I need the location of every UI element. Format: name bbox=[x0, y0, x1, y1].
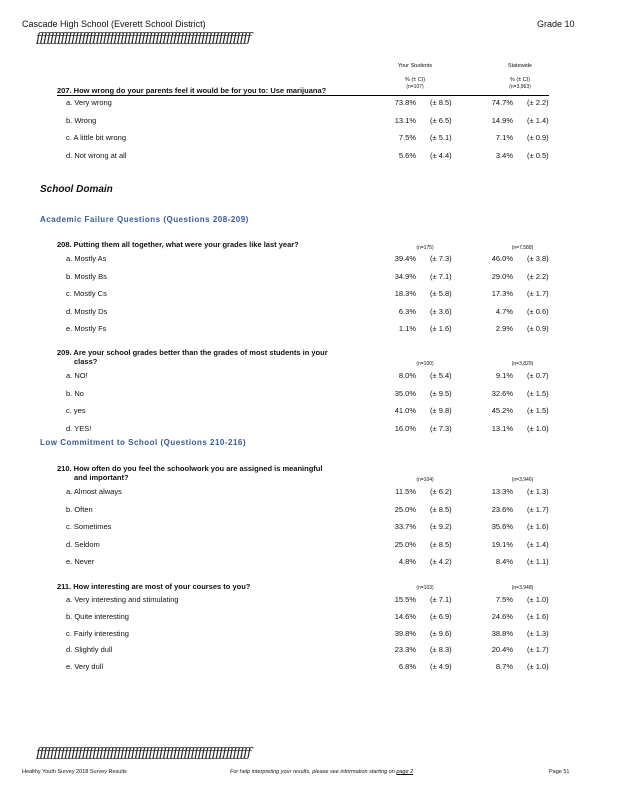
q208-local-pct: 39.4% bbox=[394, 254, 416, 263]
q211-state-ci: (± 1.0) bbox=[527, 662, 549, 672]
q208-option-label: d. Mostly Ds bbox=[66, 306, 108, 316]
q209-state-pct: 9.1% bbox=[495, 371, 513, 380]
q211-local-ci: (± 6.9) bbox=[430, 611, 452, 621]
q211-local-ci: (± 7.1) bbox=[430, 595, 452, 604]
header-rule: ƒƒƒƒƒƒƒƒƒƒƒƒƒƒƒƒƒƒƒƒƒƒƒƒƒƒƒƒƒƒƒƒƒƒƒƒƒƒƒƒƒƒƒƒƒƒƒƒƒƒƒƒƒƒƒƒƒƒƒƒƒ bbox=[36, 31, 251, 46]
q208-option-label: a. Mostly As bbox=[66, 254, 107, 263]
q210-state-pct: 8.4% bbox=[495, 557, 513, 566]
q207-option-label: a. Very wrong bbox=[66, 98, 112, 107]
q210-option-label: d. Seldom bbox=[66, 539, 100, 549]
q208-local-ci: (± 7.1) bbox=[430, 271, 452, 281]
q211-option-label: c. Fairly interesting bbox=[66, 628, 129, 638]
school-header: Cascade High School (Everett School District) bbox=[22, 19, 206, 29]
q207-local-ci: (± 8.5) bbox=[430, 98, 452, 107]
q210-option-label: e. Never bbox=[66, 557, 95, 566]
q211-n-state: (n=3,948) bbox=[511, 585, 534, 591]
q210-state-ci: (± 1.3) bbox=[527, 487, 549, 496]
q208-local-pct: 18.3% bbox=[394, 289, 416, 298]
q208-option-label: e. Mostly Fs bbox=[66, 324, 107, 333]
q208-local-ci: (± 1.6) bbox=[430, 324, 452, 333]
q208-option-label: b. Mostly Bs bbox=[66, 271, 107, 281]
q209-option-label: b. No bbox=[66, 388, 84, 398]
q207-state-pct: 7.1% bbox=[495, 133, 513, 142]
q208-local-pct: 6.3% bbox=[398, 306, 416, 316]
q208-local-ci: (± 5.8) bbox=[430, 289, 452, 298]
q209-local-ci: (± 9.5) bbox=[430, 388, 452, 398]
q207-question: 207. How wrong do your parents feel it would be for you to: Use marijuana? bbox=[57, 86, 327, 95]
q207-option-label: c. A little bit wrong bbox=[66, 133, 127, 142]
q207-local-pct: 73.8% bbox=[394, 98, 416, 107]
q211-local-ci: (± 4.9) bbox=[430, 662, 452, 672]
q209-local-pct: 16.0% bbox=[394, 423, 416, 433]
footer-page-link[interactable]: page 2 bbox=[396, 769, 414, 775]
q210-local-ci: (± 4.2) bbox=[430, 557, 452, 566]
q209-option-label: d. YES! bbox=[66, 423, 92, 433]
q210-state-ci: (± 1.6) bbox=[527, 522, 549, 531]
q211-option-label: d. Slightly dull bbox=[66, 645, 113, 655]
q210-option-label: c. Sometimes bbox=[66, 522, 112, 531]
q211-local-pct: 14.6% bbox=[394, 611, 416, 621]
q209-question: 209. Are your school grades better than the grades of most students in your bbox=[57, 348, 328, 357]
q209-state-ci: (± 1.5) bbox=[527, 406, 549, 415]
q208-state-ci: (± 2.2) bbox=[527, 271, 549, 281]
q208-n-local: (n=175) bbox=[416, 245, 434, 251]
q210-state-pct: 23.6% bbox=[491, 504, 513, 514]
q211-state-pct: 38.8% bbox=[491, 628, 513, 638]
q209-state-ci: (± 0.7) bbox=[527, 371, 549, 380]
footer-help-text: For help interpreting your results, please see information starting on bbox=[230, 769, 395, 775]
q210-local-pct: 11.5% bbox=[395, 487, 416, 496]
q207-local-ci: (± 4.4) bbox=[430, 150, 452, 160]
q207-local-pct: 7.5% bbox=[398, 133, 416, 142]
q208-question: 208. Putting them all together, what were your grades like last year? bbox=[57, 240, 299, 249]
q209-local-pct: 8.0% bbox=[398, 371, 416, 380]
q208-option-label: c. Mostly Cs bbox=[66, 289, 107, 298]
q210-state-pct: 19.1% bbox=[491, 539, 513, 549]
q211-local-pct: 15.5% bbox=[394, 595, 416, 604]
q210-local-pct: 25.0% bbox=[394, 504, 416, 514]
q210-option-label: a. Almost always bbox=[66, 487, 122, 496]
q207-local-pct: 5.6% bbox=[398, 150, 416, 160]
q210-option-label: b. Often bbox=[66, 504, 93, 514]
q211-option-label: e. Very dull bbox=[66, 662, 104, 672]
q208-state-ci: (± 0.6) bbox=[527, 306, 549, 316]
q211-state-pct: 20.4% bbox=[491, 645, 513, 655]
q210-state-ci: (± 1.1) bbox=[527, 557, 549, 566]
q210-local-ci: (± 8.5) bbox=[430, 504, 452, 514]
col-pct-local: % (± CI) bbox=[404, 77, 426, 83]
q207-state-pct: 3.4% bbox=[495, 150, 513, 160]
q208-state-pct: 29.0% bbox=[491, 271, 513, 281]
q210-state-ci: (± 1.4) bbox=[527, 539, 549, 549]
q210-local-pct: 33.7% bbox=[394, 522, 416, 531]
q207-local-pct: 13.1% bbox=[394, 115, 416, 125]
q208-state-pct: 46.0% bbox=[491, 254, 513, 263]
q210-question-cont: and important? bbox=[74, 473, 129, 482]
q211-question: 211. How interesting are most of your courses to you? bbox=[57, 582, 251, 591]
footer-survey: Healthy Youth Survey 2018 Survey Results bbox=[22, 769, 127, 775]
q211-state-pct: 8.7% bbox=[495, 662, 513, 672]
q207-state-ci: (± 0.5) bbox=[527, 150, 549, 160]
q208-state-pct: 2.9% bbox=[495, 324, 513, 333]
q209-n-local: (n=100) bbox=[416, 361, 434, 367]
grade-label: Grade 10 bbox=[537, 19, 575, 29]
q209-local-ci: (± 7.3) bbox=[430, 423, 452, 433]
section-low-commitment: Low Commitment to School (Questions 210-216) bbox=[40, 438, 247, 447]
q208-n-state: (n=7,588) bbox=[511, 245, 534, 251]
q209-local-ci: (± 5.4) bbox=[430, 371, 452, 380]
q210-local-ci: (± 9.2) bbox=[430, 522, 452, 531]
footer-rule: ƒƒƒƒƒƒƒƒƒƒƒƒƒƒƒƒƒƒƒƒƒƒƒƒƒƒƒƒƒƒƒƒƒƒƒƒƒƒƒƒƒƒƒƒƒƒƒƒƒƒƒƒƒƒƒƒƒƒƒƒƒ bbox=[36, 746, 251, 761]
q207-n-state: (n=3,963) bbox=[509, 84, 531, 90]
q211-state-ci: (± 1.0) bbox=[527, 595, 549, 604]
q208-state-pct: 4.7% bbox=[495, 306, 513, 316]
q211-state-pct: 24.6% bbox=[491, 611, 513, 621]
q207-state-ci: (± 2.2) bbox=[527, 98, 549, 107]
q211-local-ci: (± 9.6) bbox=[430, 628, 452, 638]
q209-state-pct: 45.2% bbox=[491, 406, 513, 415]
q211-local-pct: 39.8% bbox=[394, 628, 416, 638]
footer-help bbox=[230, 769, 413, 775]
q209-local-pct: 35.0% bbox=[394, 388, 416, 398]
q208-state-ci: (± 3.8) bbox=[527, 254, 549, 263]
q207-state-ci: (± 1.4) bbox=[527, 115, 549, 125]
q207-n-local: (n=107) bbox=[406, 84, 424, 90]
q209-state-pct: 32.6% bbox=[491, 388, 513, 398]
q209-state-pct: 13.1% bbox=[491, 423, 513, 433]
q209-question-cont: class? bbox=[74, 357, 98, 366]
q210-local-ci: (± 8.5) bbox=[430, 539, 452, 549]
q207-state-pct: 74.7% bbox=[491, 98, 513, 107]
domain-title: School Domain bbox=[40, 184, 113, 195]
q208-local-pct: 34.9% bbox=[394, 271, 416, 281]
q207-state-pct: 14.9% bbox=[491, 115, 513, 125]
q207-option-label: d. Not wrong at all bbox=[66, 150, 127, 160]
q207-local-ci: (± 6.5) bbox=[430, 115, 452, 125]
q211-state-pct: 7.5% bbox=[495, 595, 513, 604]
q208-state-pct: 17.3% bbox=[491, 289, 513, 298]
q211-option-label: a. Very interesting and stimulating bbox=[66, 595, 179, 604]
q210-n-state: (n=3,946) bbox=[511, 477, 534, 483]
q210-state-pct: 35.6% bbox=[491, 522, 513, 531]
q210-local-pct: 4.8% bbox=[398, 557, 416, 566]
section-academic-failure: Academic Failure Questions (Questions 208-209) bbox=[40, 215, 249, 224]
q208-local-ci: (± 7.3) bbox=[430, 254, 452, 263]
q208-state-ci: (± 1.7) bbox=[527, 289, 549, 298]
q209-local-ci: (± 9.8) bbox=[430, 406, 452, 415]
q207-state-ci: (± 0.9) bbox=[527, 133, 549, 142]
q211-local-pct: 6.8% bbox=[398, 662, 416, 672]
q208-local-ci: (± 3.6) bbox=[430, 306, 452, 316]
q210-state-pct: 13.3% bbox=[491, 487, 513, 496]
q211-n-local: (n=103) bbox=[416, 585, 434, 591]
q209-option-label: a. NO! bbox=[66, 371, 88, 380]
q209-state-ci: (± 1.0) bbox=[527, 423, 549, 433]
q211-local-ci: (± 8.3) bbox=[430, 645, 452, 655]
q211-local-pct: 23.3% bbox=[394, 645, 416, 655]
q209-option-label: c. yes bbox=[66, 406, 86, 415]
q210-question: 210. How often do you feel the schoolwork you are assigned is meaningful bbox=[57, 464, 323, 473]
footer-page-number: Page 51 bbox=[549, 769, 570, 775]
q210-local-pct: 25.0% bbox=[394, 539, 416, 549]
col-statewide: Statewide bbox=[507, 63, 533, 69]
col-pct-state: % (± CI) bbox=[509, 77, 531, 83]
q207-option-label: b. Wrong bbox=[66, 115, 97, 125]
q211-state-ci: (± 1.3) bbox=[527, 628, 549, 638]
q208-local-pct: 1.1% bbox=[398, 324, 416, 333]
q208-state-ci: (± 0.9) bbox=[527, 324, 549, 333]
col-your-students: Your Students bbox=[397, 63, 433, 69]
q210-state-ci: (± 1.7) bbox=[527, 504, 549, 514]
q211-state-ci: (± 1.7) bbox=[527, 645, 549, 655]
q209-local-pct: 41.0% bbox=[394, 406, 416, 415]
q210-n-local: (n=104) bbox=[416, 477, 434, 483]
q209-state-ci: (± 1.5) bbox=[527, 388, 549, 398]
q210-local-ci: (± 6.2) bbox=[430, 487, 452, 496]
q211-state-ci: (± 1.6) bbox=[527, 611, 549, 621]
q211-option-label: b. Quite interesting bbox=[66, 611, 129, 621]
q209-n-state: (n=3,829) bbox=[511, 361, 534, 367]
q207-underline bbox=[57, 95, 549, 96]
q207-local-ci: (± 5.1) bbox=[430, 133, 452, 142]
